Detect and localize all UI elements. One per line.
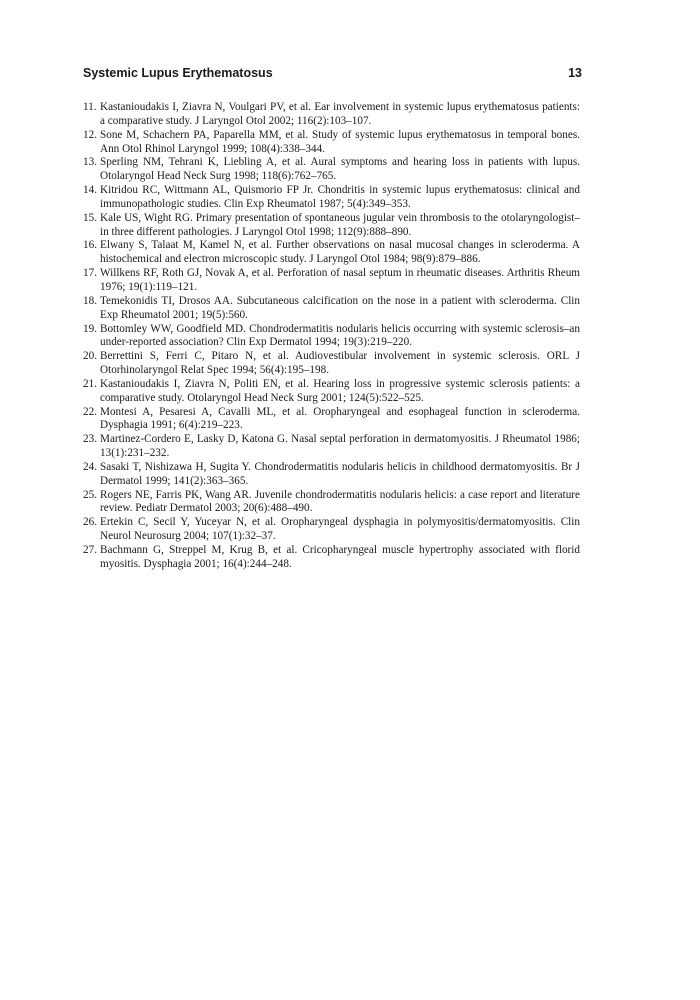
reference-number: 27. [83,544,97,556]
reference-item [83,156,580,184]
reference-number: 21. [83,377,97,390]
reference-text: Sasaki T, Nishizawa H, Sugita Y. Chondrodermatitis nodularis helicis in childhood dermatomyositis. Br J Dermatol 1999; 141(2):363–365. [100,460,580,487]
reference-text: Montesi A, Pesaresi A, Cavalli ML, et al. Oropharyngeal and esophageal function in scleroderma. Dysphagia 1991; 6(4):219–223. [100,405,580,432]
reference-item [83,129,580,157]
page-number: 13 [568,66,582,80]
reference-text: Kastanioudakis I, Ziavra N, Politi EN, et al. Hearing loss in progressive systemic sclerosis patients: a comparative study. Otolaryngol Head Neck Surg 2001; 124(5):522–525. [100,377,580,404]
chapter-title: Systemic Lupus Erythematosus [83,66,273,80]
reference-text: Berrettini S, Ferri C, Pitaro N, et al. Audiovestibular involvement in systemic sclerosis. ORL J Otorhinolaryngol Relat Spec 1994; 56(4):195–198. [100,350,580,377]
running-head [83,66,582,80]
reference-number: 20. [83,350,97,363]
reference-number: 18. [83,294,97,307]
reference-number: 17. [83,267,97,280]
reference-text: Bachmann G, Streppel M, Krug B, et al. Cricopharyngeal muscle hypertrophy associated with florid myositis. Dysphagia 2001; 16(4):244–248. [100,544,580,570]
reference-item [83,101,580,129]
reference-number: 19. [83,322,97,335]
reference-number: 22. [83,405,97,418]
reference-item [83,184,580,212]
reference-text: Temekonidis TI, Drosos AA. Subcutaneous calcification on the nose in a patient with scleroderma. Clin Exp Rheumatol 2001; 19(5):560. [100,294,580,321]
reference-text: Sperling NM, Tehrani K, Liebling A, et al. Aural symptoms and hearing loss in patients with lupus. Otolaryngol Head Neck Surg 1998; 118(6):762–765. [100,156,580,183]
reference-text: Kastanioudakis I, Ziavra N, Voulgari PV, et al. Ear involvement in systemic lupus erythematosus patients: a comparative study. J Laryngol Otol 2002; 116(2):103–107. [100,101,580,127]
reference-number: 23. [83,433,97,446]
reference-list [83,101,580,572]
reference-text: Rogers NE, Farris PK, Wang AR. Juvenile chondrodermatitis nodularis helicis: a case report and literature review. Pediatr Dermatol 2003; 20(6):488–490. [100,488,580,515]
reference-number: 12. [83,128,97,141]
reference-number: 13. [83,156,97,169]
reference-item [83,212,580,240]
reference-item [83,544,580,572]
reference-item [83,489,580,517]
reference-item [83,239,580,267]
reference-item [83,350,580,378]
reference-text: Ertekin C, Secil Y, Yuceyar N, et al. Oropharyngeal dysphagia in polymyositis/dermatomyositis. Clin Neurol Neurosurg 2004; 107(1):32–37. [100,516,580,543]
reference-number: 15. [83,211,97,224]
reference-item [83,323,580,351]
reference-text: Bottomley WW, Goodfield MD. Chondrodermatitis nodularis helicis occurring with systemic sclerosis–an under-reported association? Clin Exp Dermatol 1994; 19(3):219–220. [100,322,580,349]
reference-item [83,433,580,461]
reference-text: Elwany S, Talaat M, Kamel N, et al. Further observations on nasal mucosal changes in scleroderma. A histochemical and electron microscopic study. J Laryngol Otol 1984; 98(9):879–886. [100,239,580,266]
reference-text: Sone M, Schachern PA, Paparella MM, et al. Study of systemic lupus erythematosus in temporal bones. Ann Otol Rhinol Laryngol 1999; 108(4):338–344. [100,128,580,155]
reference-item [83,461,580,489]
reference-item [83,516,580,544]
reference-number: 14. [83,184,97,197]
reference-number: 11. [83,101,97,113]
reference-text: Kale US, Wight RG. Primary presentation of spontaneous jugular vein thrombosis to the otolaryngologist–in three different pathologies. J Laryngol Otol 1998; 112(9):888–890. [100,211,580,238]
reference-text: Kitridou RC, Wittmann AL, Quismorio FP Jr. Chondritis in systemic lupus erythematosus: clinical and immunopathologic studies. Clin Exp Rheumatol 1987; 5(4):349–353. [100,184,580,210]
reference-number: 16. [83,239,97,252]
reference-number: 26. [83,516,97,529]
reference-number: 24. [83,460,97,473]
reference-text: Martinez-Cordero E, Lasky D, Katona G. Nasal septal perforation in dermatomyositis. J Rheumatol 1986; 13(1):231–232. [100,433,580,460]
reference-item [83,378,580,406]
reference-item [83,406,580,434]
reference-item [83,267,580,295]
reference-number: 25. [83,488,97,501]
reference-text: Willkens RF, Roth GJ, Novak A, et al. Perforation of nasal septum in rheumatic diseases. Arthritis Rheum 1976; 19(1):119–121. [100,267,580,293]
reference-item [83,295,580,323]
